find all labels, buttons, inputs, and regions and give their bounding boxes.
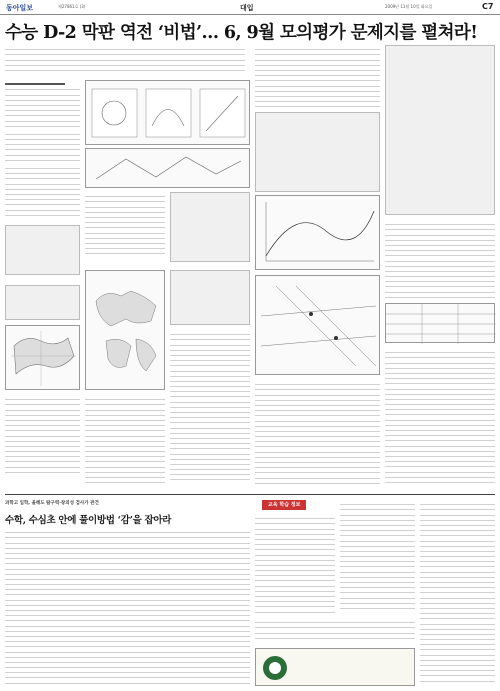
question-box	[385, 45, 495, 215]
article-column-1b	[5, 395, 80, 490]
table-figure	[385, 303, 495, 343]
section-divider	[5, 494, 495, 495]
article-column-2c	[85, 395, 165, 490]
question-box	[170, 270, 250, 325]
article-column-3b	[255, 380, 380, 490]
article-column-2	[85, 192, 165, 267]
ad-logo-icon	[260, 653, 290, 683]
issue-date: 2009년 11월 10일 화요일	[385, 4, 433, 9]
lower-article-body	[5, 528, 250, 686]
table-drawing	[386, 304, 496, 344]
newspaper-logo: 동아일보	[6, 4, 34, 12]
page-number: C7	[482, 2, 494, 11]
diagram-figure	[85, 80, 250, 145]
article-column-4	[385, 220, 495, 300]
world-map-drawing	[86, 271, 166, 391]
news-column-3	[420, 500, 495, 686]
lower-kicker: 과학고 입학, 올해도 탐구력·창의성 검사가 관건	[5, 501, 99, 506]
graph-drawing	[256, 196, 381, 271]
lower-headline: 수학, 수심초 안에 풀이방법 ‘감’을 잡아라	[5, 515, 172, 526]
advertisement-box	[255, 648, 415, 686]
diagram-figure-2	[85, 148, 250, 188]
news-column-2	[340, 500, 415, 614]
section-title: 대입	[240, 4, 254, 12]
lede-paragraph	[5, 45, 245, 71]
issue-number: 제27861호 (3)	[58, 4, 86, 9]
grid-figure	[255, 275, 380, 375]
news-tab: 교육 학습 정보	[262, 500, 306, 510]
masthead	[0, 0, 500, 15]
main-headline: 수능 D-2 막판 역전 ‘비법’… 6, 9월 모의평가 문제지를 펼쳐라!	[5, 23, 478, 43]
question-box	[5, 285, 80, 320]
map-figure	[5, 325, 80, 390]
news-column-4	[255, 618, 415, 643]
article-column-2b	[170, 330, 250, 490]
question-box	[5, 225, 80, 275]
question-box	[255, 112, 380, 192]
map-drawing	[6, 326, 81, 391]
diagram-drawing	[86, 81, 251, 146]
grid-drawing	[256, 276, 381, 376]
news-column-1	[255, 514, 335, 614]
graph-figure	[255, 195, 380, 270]
article-column-4b	[385, 348, 495, 490]
article-column-3	[255, 45, 380, 110]
world-map-figure	[85, 270, 165, 390]
question-box	[170, 192, 250, 262]
